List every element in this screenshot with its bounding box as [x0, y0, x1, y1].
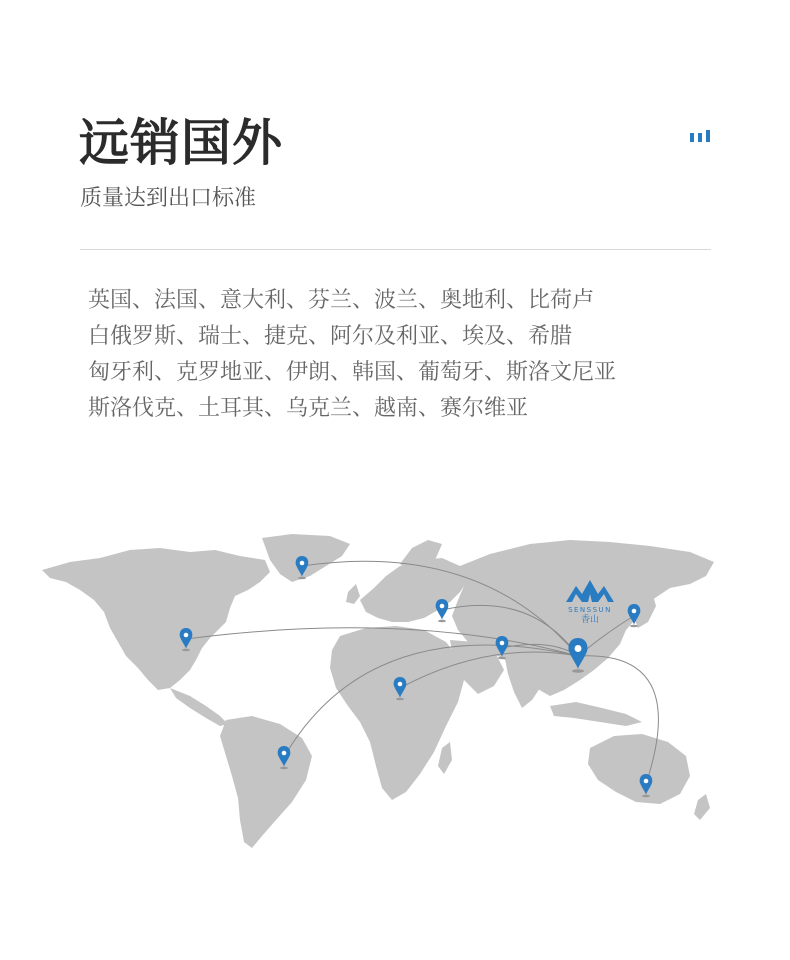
country-line-3: 匈牙利、克罗地亚、伊朗、韩国、葡萄牙、斯洛文尼亚: [88, 360, 617, 385]
central-america-shape: [170, 688, 228, 726]
madagascar-shape: [438, 742, 452, 774]
page-title: 远销国外: [79, 114, 283, 172]
india-shape: [504, 652, 548, 708]
australia-shape: [588, 734, 690, 804]
uk-shape: [346, 584, 360, 604]
logo-brand-en: SENSSUN: [568, 606, 612, 614]
africa-shape: [330, 626, 464, 800]
country-list: [88, 283, 728, 427]
country-line-4: 斯洛伐克、土耳其、乌克兰、越南、赛尔维亚: [88, 396, 529, 421]
logo-brand-cn: 香山: [580, 615, 600, 625]
country-line-2: 白俄罗斯、瑞士、捷克、阿尔及利亚、埃及、希腊: [88, 324, 573, 349]
land-masses: [42, 534, 714, 848]
europe-pin: [436, 599, 449, 622]
country-line-1: 英国、法国、意大利、芬兰、波兰、奥地利、比荷卢: [88, 288, 595, 313]
north-america-shape: [42, 548, 270, 690]
page-subtitle: 质量达到出口标准: [80, 186, 257, 211]
indonesia-shape: [550, 702, 642, 726]
decoration-bars-icon: [690, 130, 712, 142]
new-zealand-shape: [694, 794, 710, 820]
world-map: [30, 530, 720, 860]
section-divider: [80, 249, 711, 250]
